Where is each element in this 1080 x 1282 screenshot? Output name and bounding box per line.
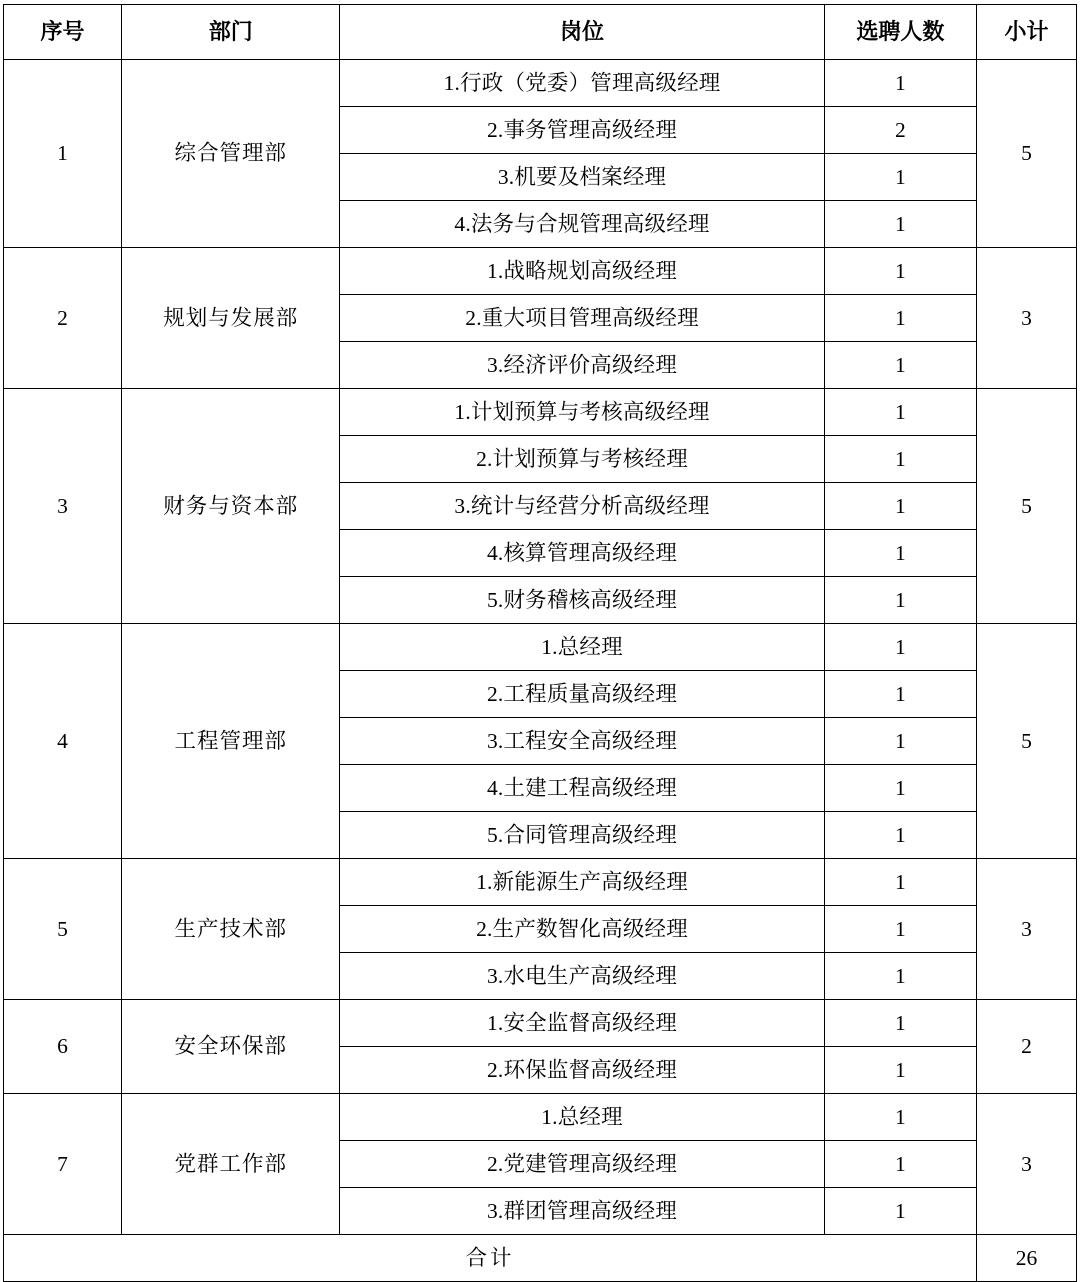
table-row <box>4 1094 1077 1141</box>
cell-position: 2.工程质量高级经理 <box>340 671 824 718</box>
cell-headcount: 1 <box>824 436 976 483</box>
cell-headcount: 1 <box>824 154 976 201</box>
column-header-headcount: 选聘人数 <box>824 5 976 60</box>
cell-position: 1.计划预算与考核高级经理 <box>340 389 824 436</box>
table-row <box>4 248 1077 295</box>
cell-headcount: 1 <box>824 1047 976 1094</box>
cell-headcount: 1 <box>824 953 976 1000</box>
column-header-subtotal: 小计 <box>976 5 1076 60</box>
cell-headcount: 1 <box>824 1141 976 1188</box>
cell-headcount: 1 <box>824 248 976 295</box>
table-row <box>4 60 1077 107</box>
cell-position: 2.党建管理高级经理 <box>340 1141 824 1188</box>
recruitment-position-table <box>3 4 1077 1282</box>
cell-department: 党群工作部 <box>122 1094 340 1235</box>
column-header-position: 岗位 <box>340 5 824 60</box>
cell-position: 2.事务管理高级经理 <box>340 107 824 154</box>
cell-subtotal: 5 <box>976 624 1076 859</box>
cell-subtotal: 2 <box>976 1000 1076 1094</box>
cell-position: 1.总经理 <box>340 1094 824 1141</box>
cell-position: 3.水电生产高级经理 <box>340 953 824 1000</box>
cell-position: 1.战略规划高级经理 <box>340 248 824 295</box>
cell-seq: 4 <box>4 624 122 859</box>
cell-headcount: 1 <box>824 1188 976 1235</box>
cell-subtotal: 3 <box>976 859 1076 1000</box>
cell-department: 工程管理部 <box>122 624 340 859</box>
cell-department: 财务与资本部 <box>122 389 340 624</box>
cell-subtotal: 3 <box>976 248 1076 389</box>
cell-headcount: 1 <box>824 389 976 436</box>
total-value: 26 <box>976 1235 1076 1282</box>
cell-headcount: 1 <box>824 624 976 671</box>
table-body <box>4 60 1077 1282</box>
cell-position: 2.重大项目管理高级经理 <box>340 295 824 342</box>
cell-seq: 6 <box>4 1000 122 1094</box>
cell-headcount: 1 <box>824 718 976 765</box>
cell-seq: 1 <box>4 60 122 248</box>
cell-position: 1.新能源生产高级经理 <box>340 859 824 906</box>
cell-position: 3.经济评价高级经理 <box>340 342 824 389</box>
cell-department: 安全环保部 <box>122 1000 340 1094</box>
cell-headcount: 1 <box>824 906 976 953</box>
total-label: 合计 <box>4 1235 977 1282</box>
cell-position: 3.机要及档案经理 <box>340 154 824 201</box>
cell-position: 3.工程安全高级经理 <box>340 718 824 765</box>
cell-subtotal: 5 <box>976 389 1076 624</box>
cell-headcount: 1 <box>824 859 976 906</box>
cell-position: 2.计划预算与考核经理 <box>340 436 824 483</box>
table-row <box>4 859 1077 906</box>
cell-position: 1.行政（党委）管理高级经理 <box>340 60 824 107</box>
cell-position: 5.合同管理高级经理 <box>340 812 824 859</box>
cell-seq: 7 <box>4 1094 122 1235</box>
cell-headcount: 1 <box>824 483 976 530</box>
cell-seq: 3 <box>4 389 122 624</box>
cell-position: 1.安全监督高级经理 <box>340 1000 824 1047</box>
cell-department: 规划与发展部 <box>122 248 340 389</box>
column-header-department: 部门 <box>122 5 340 60</box>
cell-headcount: 1 <box>824 577 976 624</box>
cell-department: 生产技术部 <box>122 859 340 1000</box>
cell-subtotal: 5 <box>976 60 1076 248</box>
cell-seq: 5 <box>4 859 122 1000</box>
cell-seq: 2 <box>4 248 122 389</box>
cell-position: 4.法务与合规管理高级经理 <box>340 201 824 248</box>
cell-position: 2.生产数智化高级经理 <box>340 906 824 953</box>
cell-headcount: 1 <box>824 295 976 342</box>
cell-headcount: 1 <box>824 1000 976 1047</box>
table-row <box>4 1000 1077 1047</box>
cell-headcount: 1 <box>824 812 976 859</box>
cell-position: 3.群团管理高级经理 <box>340 1188 824 1235</box>
cell-position: 3.统计与经营分析高级经理 <box>340 483 824 530</box>
cell-headcount: 2 <box>824 107 976 154</box>
cell-department: 综合管理部 <box>122 60 340 248</box>
cell-position: 4.土建工程高级经理 <box>340 765 824 812</box>
cell-headcount: 1 <box>824 201 976 248</box>
cell-position: 2.环保监督高级经理 <box>340 1047 824 1094</box>
cell-headcount: 1 <box>824 671 976 718</box>
cell-headcount: 1 <box>824 1094 976 1141</box>
cell-headcount: 1 <box>824 342 976 389</box>
table-total-row <box>4 1235 1077 1282</box>
column-header-seq: 序号 <box>4 5 122 60</box>
table-row <box>4 624 1077 671</box>
cell-position: 4.核算管理高级经理 <box>340 530 824 577</box>
cell-headcount: 1 <box>824 765 976 812</box>
cell-headcount: 1 <box>824 60 976 107</box>
table-header <box>4 5 1077 60</box>
cell-position: 1.总经理 <box>340 624 824 671</box>
table-header-row <box>4 5 1077 60</box>
cell-headcount: 1 <box>824 530 976 577</box>
cell-position: 5.财务稽核高级经理 <box>340 577 824 624</box>
table-row <box>4 389 1077 436</box>
cell-subtotal: 3 <box>976 1094 1076 1235</box>
